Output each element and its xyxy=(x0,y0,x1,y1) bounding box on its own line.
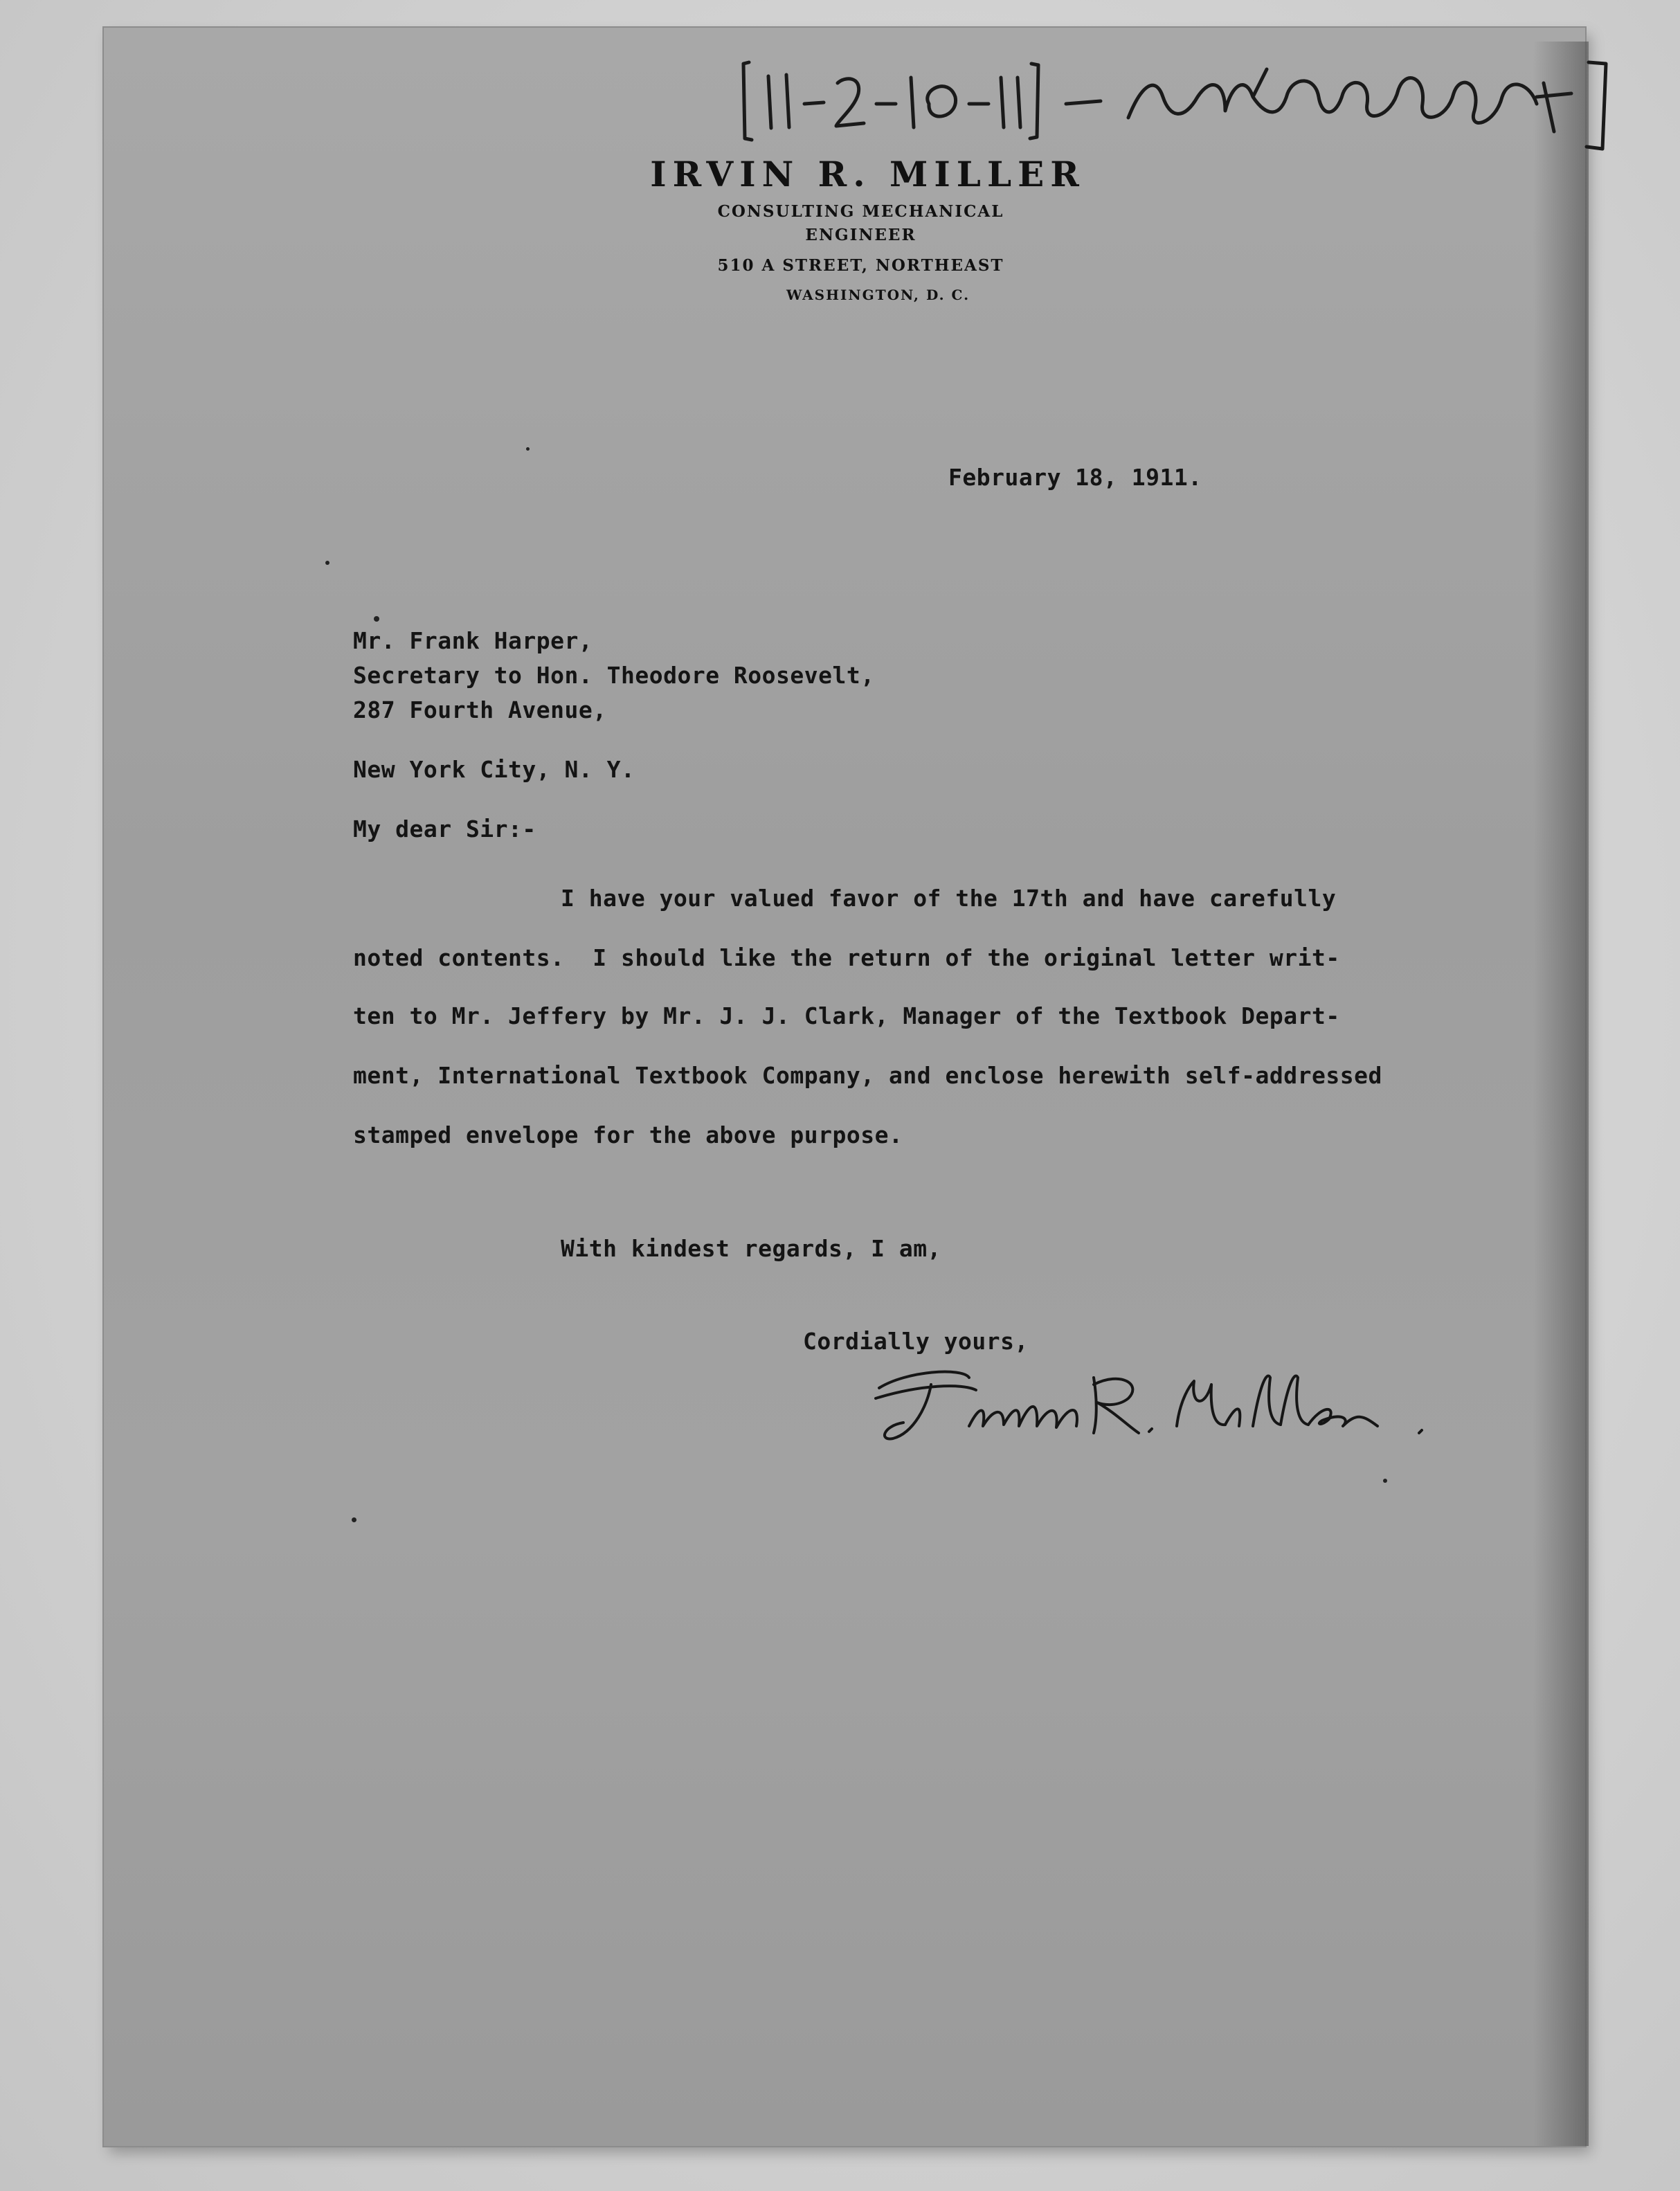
body-line: ten to Mr. Jeffery by Mr. J. J. Clark, Manager of the Textbook Depart- xyxy=(353,1002,1340,1029)
dust-speck xyxy=(1383,1479,1387,1483)
recipient-street: 287 Fourth Avenue, xyxy=(353,696,607,723)
letterhead-title: ENGINEER xyxy=(805,226,916,244)
page-edge-shadow xyxy=(1533,42,1589,2146)
recipient-title: Secretary to Hon. Theodore Roosevelt, xyxy=(353,662,875,689)
body-line: stamped envelope for the above purpose. xyxy=(353,1121,903,1148)
letterhead-name: IRVIN R. MILLER xyxy=(650,154,1085,195)
closing-regards: With kindest regards, I am, xyxy=(561,1235,941,1262)
salutation: My dear Sir:- xyxy=(353,815,536,842)
dust-speck xyxy=(374,616,379,622)
letter-date: February 18, 1911. xyxy=(948,464,1202,491)
letterhead-street: 510 A STREET, NORTHEAST xyxy=(717,256,1004,275)
letterhead-city: WASHINGTON, D. C. xyxy=(786,287,970,303)
handwritten-annotation xyxy=(741,55,1613,159)
handwritten-signature xyxy=(865,1357,1474,1454)
recipient-city: New York City, N. Y. xyxy=(353,756,635,783)
recipient-name: Mr. Frank Harper, xyxy=(353,627,593,654)
body-line: ment, International Textbook Company, and enclose herewith self-addressed xyxy=(353,1062,1382,1089)
letterhead-title: CONSULTING MECHANICAL xyxy=(717,202,1004,221)
body-line: noted contents. I should like the return of the original letter writ- xyxy=(353,944,1340,971)
dust-speck xyxy=(526,447,530,451)
dust-speck xyxy=(352,1517,356,1522)
closing-valediction: Cordially yours, xyxy=(803,1328,1029,1355)
body-line: I have your valued favor of the 17th and have carefully xyxy=(561,885,1337,912)
dust-speck xyxy=(325,561,329,565)
